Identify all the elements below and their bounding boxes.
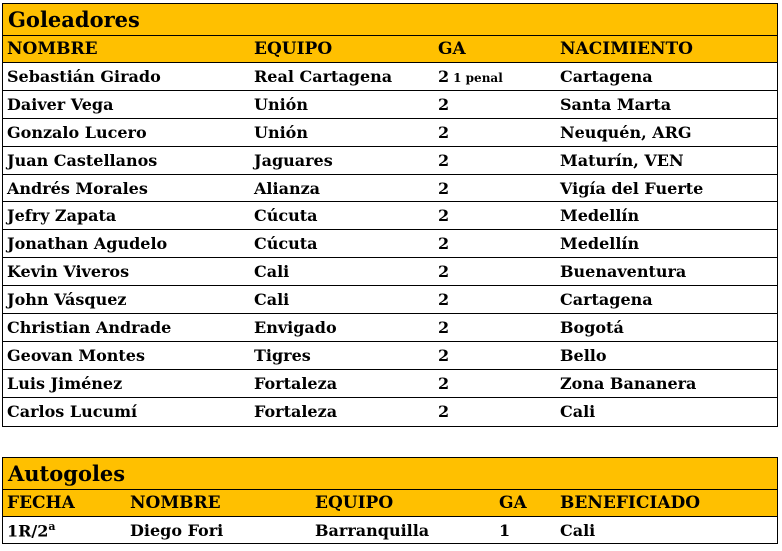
table-row — [3, 175, 777, 203]
cell-nacimiento: Cartagena — [560, 290, 653, 310]
cell-nacimiento: Bogotá — [560, 317, 624, 337]
autogoles-title — [3, 458, 777, 490]
cell-fecha — [7, 520, 56, 540]
cell-equipo: Fortaleza — [254, 373, 338, 393]
cell-ga: 2 — [438, 290, 450, 310]
table-row — [3, 147, 777, 175]
cell-ga: 2 — [438, 178, 450, 198]
cell-equipo: Envigado — [254, 317, 337, 337]
cell-equipo: Cúcuta — [254, 234, 318, 254]
table-row — [3, 202, 777, 230]
header-equipo: EQUIPO — [254, 39, 333, 59]
cell-beneficiado: Cali — [560, 520, 596, 540]
autogoles-body — [3, 517, 777, 543]
cell-equipo: Real Cartagena — [254, 66, 393, 86]
cell-nacimiento: Medellín — [560, 206, 640, 226]
cell-nacimiento: Buenaventura — [560, 262, 687, 282]
cell-nacimiento: Cartagena — [560, 66, 653, 86]
table-row — [3, 230, 777, 258]
cell-nombre: Carlos Lucumí — [7, 402, 138, 422]
cell-ga: 2 — [438, 373, 450, 393]
fecha-value: 1R/2 — [7, 521, 49, 541]
cell-ga: 2 — [438, 262, 450, 282]
header-fecha: FECHA — [7, 493, 75, 513]
table-row — [3, 342, 777, 370]
cell-nombre: Christian Andrade — [7, 317, 172, 337]
cell-equipo: Fortaleza — [254, 402, 338, 422]
table-row — [3, 517, 777, 543]
cell-equipo: Alianza — [254, 178, 321, 198]
table-row — [3, 286, 777, 314]
cell-nacimiento: Medellín — [560, 234, 640, 254]
cell-ga: 2 — [438, 94, 450, 114]
table-row — [3, 63, 777, 91]
cell-equipo: Cali — [254, 262, 290, 282]
cell-nombre: Gonzalo Lucero — [7, 122, 147, 142]
table-row — [3, 258, 777, 286]
table-row — [3, 119, 777, 147]
goleadores-header-row — [3, 36, 777, 63]
cell-nacimiento: Zona Bananera — [560, 373, 697, 393]
cell-nombre: John Vásquez — [7, 290, 127, 310]
cell-nacimiento: Cali — [560, 402, 596, 422]
header-nombre: NOMBRE — [130, 493, 221, 513]
autogoles-title-text: Autogoles — [8, 461, 126, 486]
cell-ga: 2 — [438, 206, 450, 226]
header-ga: GA — [438, 39, 466, 59]
cell-ga: 2 — [438, 345, 450, 365]
header-ga: GA — [499, 493, 527, 513]
goleadores-body — [3, 63, 777, 426]
cell-nombre: Diego Fori — [130, 520, 224, 540]
fecha-superscript: a — [48, 519, 56, 533]
autogoles-table — [2, 457, 778, 544]
goleadores-title-text: Goleadores — [8, 7, 140, 32]
cell-nacimiento: Maturín, VEN — [560, 150, 684, 170]
header-nombre: NOMBRE — [7, 39, 98, 59]
cell-ga: 1 — [499, 520, 511, 540]
cell-equipo: Tigres — [254, 345, 311, 365]
cell-nacimiento: Vigía del Fuerte — [560, 178, 704, 198]
cell-equipo: Cali — [254, 290, 290, 310]
table-row — [3, 398, 777, 426]
cell-nombre: Sebastián Girado — [7, 66, 161, 86]
goleadores-table — [2, 3, 778, 427]
cell-nombre: Daiver Vega — [7, 94, 114, 114]
autogoles-header-row — [3, 490, 777, 517]
cell-nombre: Andrés Morales — [7, 178, 148, 198]
cell-ga — [438, 67, 503, 86]
cell-nombre: Luis Jiménez — [7, 373, 123, 393]
cell-nombre: Kevin Viveros — [7, 262, 130, 282]
cell-nacimiento: Santa Marta — [560, 94, 672, 114]
cell-equipo: Barranquilla — [315, 520, 430, 540]
cell-equipo: Unión — [254, 94, 308, 114]
table-row — [3, 91, 777, 119]
goleadores-title — [3, 4, 777, 36]
table-row — [3, 314, 777, 342]
ga-value: 2 — [438, 66, 450, 86]
cell-nacimiento: Bello — [560, 345, 607, 365]
cell-ga: 2 — [438, 150, 450, 170]
cell-nombre: Juan Castellanos — [7, 150, 158, 170]
cell-nacimiento: Neuquén, ARG — [560, 122, 692, 142]
cell-ga: 2 — [438, 122, 450, 142]
header-nacimiento: NACIMIENTO — [560, 39, 693, 59]
cell-ga: 2 — [438, 402, 450, 422]
ga-note: 1 penal — [453, 70, 503, 85]
cell-nombre: Jonathan Agudelo — [7, 234, 168, 254]
cell-nombre: Geovan Montes — [7, 345, 145, 365]
cell-equipo: Jaguares — [254, 150, 333, 170]
cell-nombre: Jefry Zapata — [7, 206, 117, 226]
cell-equipo: Unión — [254, 122, 308, 142]
cell-equipo: Cúcuta — [254, 206, 318, 226]
header-beneficiado: BENEFICIADO — [560, 493, 701, 513]
header-equipo: EQUIPO — [315, 493, 394, 513]
cell-ga: 2 — [438, 234, 450, 254]
cell-ga: 2 — [438, 317, 450, 337]
table-row — [3, 370, 777, 398]
